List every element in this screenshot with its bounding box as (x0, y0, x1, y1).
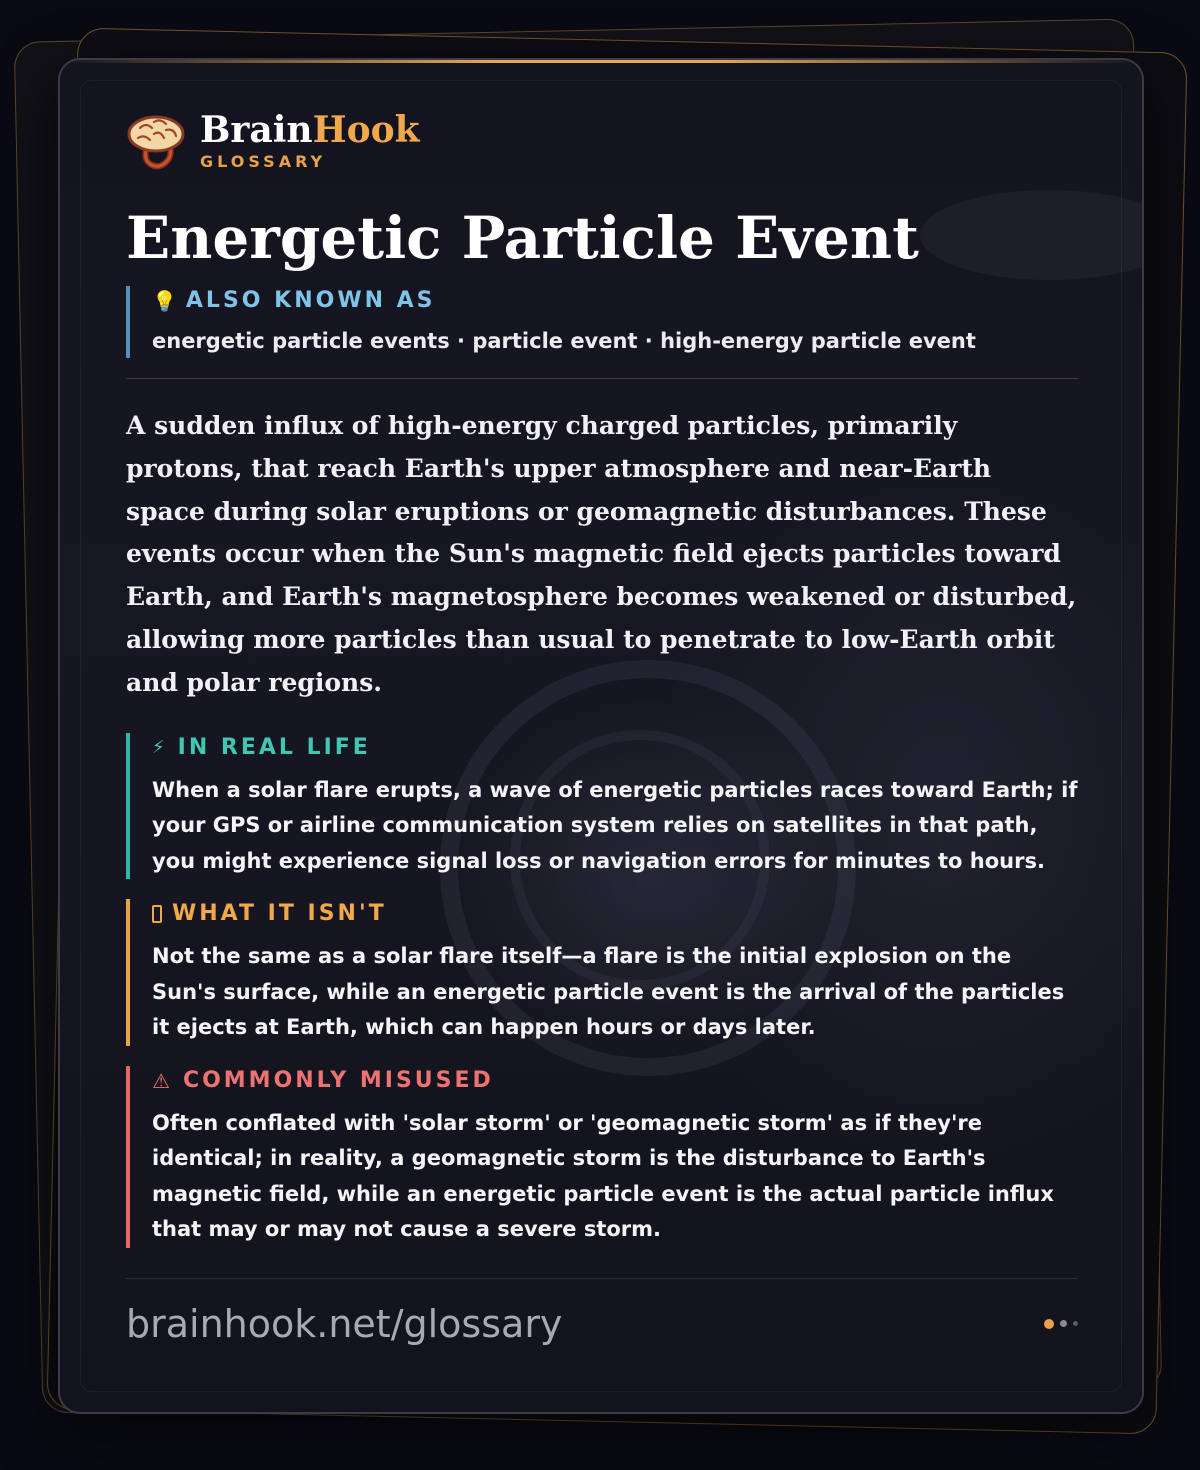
lightning-icon: ⚡ (152, 736, 168, 758)
section-heading-commonly-misused: COMMONLY MISUSED (182, 1067, 494, 1093)
also-known-as-block (126, 286, 1078, 358)
aka-terms: energetic particle events · particle event · high-energy particle event (152, 329, 976, 353)
section-in-real-life (126, 733, 1078, 880)
brand-name (200, 110, 420, 150)
brand-header (126, 104, 1078, 176)
section-body-real-life: When a solar flare erupts, a wave of energetic particles races toward Earth; if your GPS or airline communication system relies on satellites in that path, you might experience signal loss or navigation errors for minutes to hours. (152, 777, 1078, 873)
brand-name-hook: Hook (312, 108, 420, 151)
warning-icon: ⚠ (152, 1068, 173, 1093)
card-footer (126, 1297, 1078, 1351)
lightbulb-icon: 💡 (152, 289, 180, 313)
aka-heading: ALSO KNOWN AS (185, 288, 436, 313)
prohibited-icon (152, 905, 162, 923)
brand-subtitle: GLOSSARY (200, 151, 327, 171)
footer-url[interactable]: brainhook.net/glossary (126, 1301, 563, 1346)
dot-inactive (1060, 1320, 1067, 1327)
section-heading-real-life: IN REAL LIFE (177, 734, 371, 760)
pagination-dots (1044, 1319, 1078, 1329)
glossary-card (58, 58, 1144, 1414)
card-content (126, 104, 1078, 1351)
definition-text: A sudden influx of high-energy charged particles, primarily protons, that reach Earth's upper atmosphere and near-Earth space during solar eruptions or geomagnetic disturbances. These events occur when the Sun's magnetic field ejects particles toward Earth, and Earth's magnetosphere becomes weakened or disturbed, allowing more particles than usual to penetrate to low-Earth orbit and polar regions. (126, 411, 1077, 697)
brain-hook-logo-icon (126, 110, 186, 170)
divider (126, 378, 1078, 379)
section-heading-what-it-isnt: WHAT IT ISN'T (172, 901, 387, 927)
footer-divider (126, 1278, 1078, 1279)
section-what-it-isnt (126, 899, 1078, 1046)
section-commonly-misused (126, 1066, 1078, 1248)
dot-active (1044, 1319, 1054, 1329)
dot-inactive (1073, 1321, 1078, 1326)
brand-name-brain: Brain (200, 108, 313, 151)
section-body-what-it-isnt: Not the same as a solar flare itself—a flare is the initial explosion on the Sun's surface, while an energetic particle event is the arrival of the particles it ejects at Earth, which can happen hours or days later. (152, 944, 1065, 1040)
section-body-commonly-misused: Often conflated with 'solar storm' or 'geomagnetic storm' as if they're identical; in reality, a geomagnetic storm is the disturbance to Earth's magnetic field, while an energetic particle event is the actual particle influx that may or may not cause a severe storm. (152, 1110, 1054, 1242)
term-title: Energetic Particle Event (126, 204, 919, 272)
